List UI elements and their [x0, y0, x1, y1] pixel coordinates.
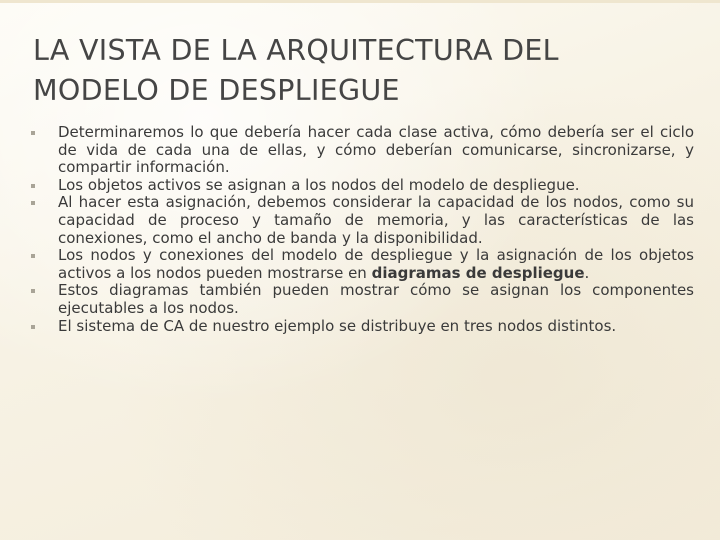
- bullet-item: [58, 177, 694, 195]
- slide-title-line-2: MODELO DE DESPLIEGUE: [33, 74, 400, 107]
- square-bullet-icon: [31, 131, 35, 135]
- square-bullet-icon: [31, 325, 35, 329]
- bullet-list: [58, 124, 694, 335]
- bullet-text: Los objetos activos se asignan a los nodos del modelo de despliegue.: [58, 175, 580, 194]
- bullet-item: [58, 194, 694, 247]
- bullet-item: [58, 124, 694, 177]
- bullet-item: [58, 318, 694, 336]
- bullet-text: El sistema de CA de nuestro ejemplo se distribuye en tres nodos distintos.: [58, 316, 617, 335]
- bullet-text: Determinaremos lo que debería hacer cada clase activa, cómo debería ser el ciclo de vida de cada una de ellas, y cómo deberían comunicarse, sincronizarse, y compartir información.: [58, 123, 694, 177]
- square-bullet-icon: [31, 201, 35, 205]
- slide-title: [33, 31, 693, 111]
- bullet-item: [58, 282, 694, 317]
- square-bullet-icon: [31, 289, 35, 293]
- square-bullet-icon: [31, 184, 35, 188]
- bullet-text: Los nodos y conexiones del modelo de despliegue y la asignación de los objetos activos a los nodos pueden mostrarse en diagramas de despliegue.: [58, 246, 694, 282]
- bullet-text: Estos diagramas también pueden mostrar cómo se asignan los componentes ejecutables a los nodos.: [58, 281, 694, 317]
- slide-title-line-1: LA VISTA DE LA ARQUITECTURA DEL: [33, 34, 559, 67]
- square-bullet-icon: [31, 254, 35, 258]
- bullet-text: Al hacer esta asignación, debemos considerar la capacidad de los nodos, como su capacidad de proceso y tamaño de memoria, y las características de las conexiones, como el ancho de banda y la disponibilidad.: [58, 193, 694, 247]
- top-border: [0, 0, 720, 3]
- bold-term: diagramas de despliegue: [371, 263, 585, 282]
- bullet-item: [58, 247, 694, 282]
